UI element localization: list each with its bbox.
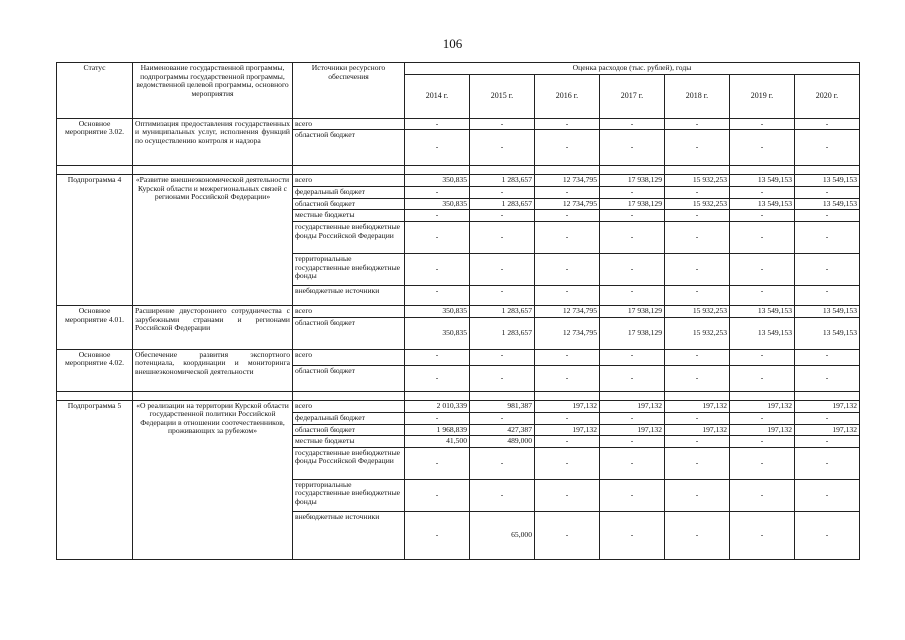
- value-cell: -: [730, 130, 795, 166]
- value-cell: -: [600, 285, 665, 305]
- separator-cell: [133, 391, 293, 400]
- separator-cell: [57, 166, 133, 175]
- value-cell: 1 283,657: [470, 305, 535, 317]
- value-cell: -: [730, 365, 795, 391]
- source-cell: государственные внебюджетные фонды Российской Федерации: [293, 447, 405, 479]
- value-cell: 17 938,129: [600, 317, 665, 349]
- separator-cell: [665, 166, 730, 175]
- separator-cell: [405, 166, 470, 175]
- value-cell: -: [600, 479, 665, 511]
- value-cell: 1 283,657: [470, 198, 535, 210]
- value-cell: 197,132: [535, 424, 600, 436]
- source-cell: всего: [293, 400, 405, 412]
- value-cell: -: [470, 221, 535, 253]
- value-cell: -: [470, 253, 535, 285]
- value-cell: -: [600, 511, 665, 559]
- value-cell: -: [600, 365, 665, 391]
- separator-cell: [293, 166, 405, 175]
- value-cell: -: [535, 349, 600, 365]
- separator-cell: [470, 391, 535, 400]
- value-cell: -: [470, 447, 535, 479]
- value-cell: 13 549,153: [795, 175, 860, 187]
- value-cell: 1 283,657: [470, 175, 535, 187]
- value-cell: 1 283,657: [470, 317, 535, 349]
- budget-table: [56, 62, 860, 560]
- value-cell: 350,835: [405, 317, 470, 349]
- value-cell: -: [795, 221, 860, 253]
- value-cell: -: [600, 130, 665, 166]
- value-cell: -: [665, 130, 730, 166]
- value-cell: -: [470, 412, 535, 424]
- table-row: [57, 349, 860, 365]
- source-cell: всего: [293, 305, 405, 317]
- source-cell: федеральный бюджет: [293, 187, 405, 199]
- value-cell: -: [470, 118, 535, 130]
- value-cell: 197,132: [665, 400, 730, 412]
- value-cell: 15 932,253: [665, 317, 730, 349]
- value-cell: -: [665, 253, 730, 285]
- value-cell: -: [405, 412, 470, 424]
- status-cell: Основное мероприятие 4.02.: [57, 349, 133, 391]
- value-cell: 1 968,839: [405, 424, 470, 436]
- separator-cell: [795, 166, 860, 175]
- separator-row: [57, 391, 860, 400]
- value-cell: -: [470, 130, 535, 166]
- value-cell: -: [470, 365, 535, 391]
- value-cell: 350,835: [405, 305, 470, 317]
- value-cell: 15 932,253: [665, 175, 730, 187]
- header-source: Источники ресурсного обеспечения: [293, 63, 405, 119]
- source-cell: областной бюджет: [293, 317, 405, 349]
- value-cell: -: [665, 187, 730, 199]
- value-cell: -: [405, 285, 470, 305]
- value-cell: -: [470, 479, 535, 511]
- value-cell: 197,132: [665, 424, 730, 436]
- value-cell: -: [405, 118, 470, 130]
- separator-row: [57, 166, 860, 175]
- value-cell: -: [470, 285, 535, 305]
- header-year: 2014 г.: [405, 74, 470, 118]
- value-cell: -: [535, 253, 600, 285]
- source-cell: территориальные государственные внебюджетные фонды: [293, 253, 405, 285]
- value-cell: -: [535, 285, 600, 305]
- value-cell: -: [405, 479, 470, 511]
- value-cell: -: [795, 285, 860, 305]
- value-cell: -: [535, 365, 600, 391]
- value-cell: -: [730, 511, 795, 559]
- separator-cell: [293, 391, 405, 400]
- value-cell: -: [535, 511, 600, 559]
- value-cell: -: [795, 187, 860, 199]
- value-cell: 13 549,153: [730, 305, 795, 317]
- header-status: Статус: [57, 63, 133, 119]
- value-cell: 2 010,339: [405, 400, 470, 412]
- source-cell: местные бюджеты: [293, 210, 405, 222]
- value-cell: -: [665, 285, 730, 305]
- value-cell: -: [795, 130, 860, 166]
- value-cell: -: [535, 412, 600, 424]
- value-cell: -: [795, 436, 860, 448]
- value-cell: -: [535, 479, 600, 511]
- separator-cell: [600, 391, 665, 400]
- value-cell: -: [730, 436, 795, 448]
- value-cell: 13 549,153: [795, 305, 860, 317]
- value-cell: -: [470, 349, 535, 365]
- value-cell: -: [405, 221, 470, 253]
- header-row: [57, 63, 860, 75]
- value-cell: -: [665, 210, 730, 222]
- value-cell: -: [665, 221, 730, 253]
- header-year: 2016 г.: [535, 74, 600, 118]
- value-cell: -: [730, 447, 795, 479]
- program-name-cell: Оптимизация предоставления государственных и муниципальных услуг, исполнения функций по осуществлению контроля и надзора: [133, 118, 293, 166]
- header-year: 2019 г.: [730, 74, 795, 118]
- source-cell: областной бюджет: [293, 424, 405, 436]
- header-estimate: Оценка расходов (тыс. рублей), годы: [405, 63, 860, 75]
- value-cell: -: [730, 412, 795, 424]
- value-cell: -: [665, 511, 730, 559]
- value-cell: -: [665, 349, 730, 365]
- page-number: 106: [442, 36, 463, 51]
- value-cell: 12 734,795: [535, 175, 600, 187]
- value-cell: -: [405, 210, 470, 222]
- value-cell: -: [600, 253, 665, 285]
- value-cell: -: [665, 447, 730, 479]
- value-cell: -: [405, 511, 470, 559]
- value-cell: -: [405, 349, 470, 365]
- status-cell: Основное мероприятие 3.02.: [57, 118, 133, 166]
- value-cell: 197,132: [600, 400, 665, 412]
- header-year: 2015 г.: [470, 74, 535, 118]
- value-cell: -: [535, 187, 600, 199]
- value-cell: 197,132: [730, 424, 795, 436]
- value-cell: -: [600, 447, 665, 479]
- value-cell: 350,835: [405, 198, 470, 210]
- status-cell: Подпрограмма 5: [57, 400, 133, 559]
- value-cell: 981,387: [470, 400, 535, 412]
- value-cell: 197,132: [535, 400, 600, 412]
- value-cell: -: [600, 118, 665, 130]
- table-row: [57, 175, 860, 187]
- value-cell: -: [795, 365, 860, 391]
- program-name-cell: Обеспечение развития экспортного потенциала, координации и мониторинга внешнеэкономической деятельности: [133, 349, 293, 391]
- value-cell: 13 549,153: [730, 317, 795, 349]
- value-cell: -: [665, 365, 730, 391]
- status-cell: Основное мероприятие 4.01.: [57, 305, 133, 349]
- value-cell: 197,132: [795, 424, 860, 436]
- value-cell: 12 734,795: [535, 198, 600, 210]
- value-cell: -: [535, 436, 600, 448]
- source-cell: внебюджетные источники: [293, 285, 405, 305]
- value-cell: -: [470, 187, 535, 199]
- value-cell: 197,132: [600, 424, 665, 436]
- table-row: [57, 305, 860, 317]
- source-cell: областной бюджет: [293, 198, 405, 210]
- value-cell: -: [795, 447, 860, 479]
- value-cell: -: [405, 187, 470, 199]
- value-cell: -: [665, 436, 730, 448]
- value-cell: 13 549,153: [730, 198, 795, 210]
- value-cell: -: [665, 412, 730, 424]
- value-cell: -: [600, 210, 665, 222]
- value-cell: 15 932,253: [665, 198, 730, 210]
- separator-cell: [470, 166, 535, 175]
- program-name-cell: «Развитие внешнеэкономической деятельности Курской области и межрегиональных связей с регионами Российской Федерации»: [133, 175, 293, 306]
- separator-cell: [535, 391, 600, 400]
- value-cell: 17 938,129: [600, 175, 665, 187]
- value-cell: -: [795, 210, 860, 222]
- value-cell: -: [795, 412, 860, 424]
- value-cell: 13 549,153: [795, 317, 860, 349]
- value-cell: -: [535, 447, 600, 479]
- program-name-cell: Расширение двустороннего сотрудничества с зарубежными странами и регионами Российской Федерации: [133, 305, 293, 349]
- value-cell: -: [665, 479, 730, 511]
- value-cell: -: [795, 253, 860, 285]
- value-cell: -: [405, 130, 470, 166]
- value-cell: -: [730, 479, 795, 511]
- separator-cell: [730, 166, 795, 175]
- source-cell: всего: [293, 349, 405, 365]
- value-cell: -: [405, 253, 470, 285]
- value-cell: -: [730, 349, 795, 365]
- source-cell: внебюджетные источники: [293, 511, 405, 559]
- value-cell: -: [600, 187, 665, 199]
- separator-cell: [535, 166, 600, 175]
- value-cell: 197,132: [795, 400, 860, 412]
- value-cell: -: [600, 412, 665, 424]
- value-cell: 489,000: [470, 436, 535, 448]
- table-row: [57, 118, 860, 130]
- value-cell: -: [600, 221, 665, 253]
- value-cell: -: [730, 253, 795, 285]
- value-cell: 15 932,253: [665, 305, 730, 317]
- value-cell: -: [405, 365, 470, 391]
- value-cell: -: [795, 511, 860, 559]
- value-cell: 13 549,153: [795, 198, 860, 210]
- value-cell: 197,132: [730, 400, 795, 412]
- value-cell: -: [730, 285, 795, 305]
- value-cell: -: [535, 221, 600, 253]
- separator-cell: [405, 391, 470, 400]
- table-row: [57, 400, 860, 412]
- value-cell: -: [535, 210, 600, 222]
- value-cell: -: [535, 130, 600, 166]
- source-cell: федеральный бюджет: [293, 412, 405, 424]
- status-cell: Подпрограмма 4: [57, 175, 133, 306]
- source-cell: областной бюджет: [293, 130, 405, 166]
- value-cell: 427,387: [470, 424, 535, 436]
- value-cell: 350,835: [405, 175, 470, 187]
- value-cell: -: [730, 221, 795, 253]
- value-cell: -: [730, 187, 795, 199]
- separator-cell: [57, 391, 133, 400]
- separator-cell: [600, 166, 665, 175]
- value-cell: -: [600, 349, 665, 365]
- separator-cell: [665, 391, 730, 400]
- source-cell: территориальные государственные внебюджетные фонды: [293, 479, 405, 511]
- source-cell: местные бюджеты: [293, 436, 405, 448]
- value-cell: 12 734,795: [535, 305, 600, 317]
- value-cell: -: [470, 210, 535, 222]
- table-body: [57, 118, 860, 559]
- value-cell: -: [795, 349, 860, 365]
- source-cell: областной бюджет: [293, 365, 405, 391]
- header-year: 2017 г.: [600, 74, 665, 118]
- value-cell: 12 734,795: [535, 317, 600, 349]
- value-cell: -: [535, 118, 600, 130]
- header-year: 2018 г.: [665, 74, 730, 118]
- source-cell: государственные внебюджетные фонды Российской Федерации: [293, 221, 405, 253]
- separator-cell: [133, 166, 293, 175]
- header-name: Наименование государственной программы, подпрограммы государственной программы, ведомственной целевой программы, основного мероприятия: [133, 63, 293, 119]
- value-cell: 13 549,153: [730, 175, 795, 187]
- value-cell: 17 938,129: [600, 305, 665, 317]
- value-cell: -: [730, 210, 795, 222]
- header-year: 2020 г.: [795, 74, 860, 118]
- value-cell: 17 938,129: [600, 198, 665, 210]
- value-cell: 41,500: [405, 436, 470, 448]
- value-cell: -: [795, 118, 860, 130]
- value-cell: -: [665, 118, 730, 130]
- value-cell: -: [730, 118, 795, 130]
- separator-cell: [795, 391, 860, 400]
- source-cell: всего: [293, 175, 405, 187]
- value-cell: -: [600, 436, 665, 448]
- value-cell: -: [795, 479, 860, 511]
- source-cell: всего: [293, 118, 405, 130]
- separator-cell: [730, 391, 795, 400]
- value-cell: 65,000: [470, 511, 535, 559]
- value-cell: -: [405, 447, 470, 479]
- program-name-cell: «О реализации на территории Курской области государственной политики Российской Федерации в отношении соотечественников, проживающих за рубежом»: [133, 400, 293, 559]
